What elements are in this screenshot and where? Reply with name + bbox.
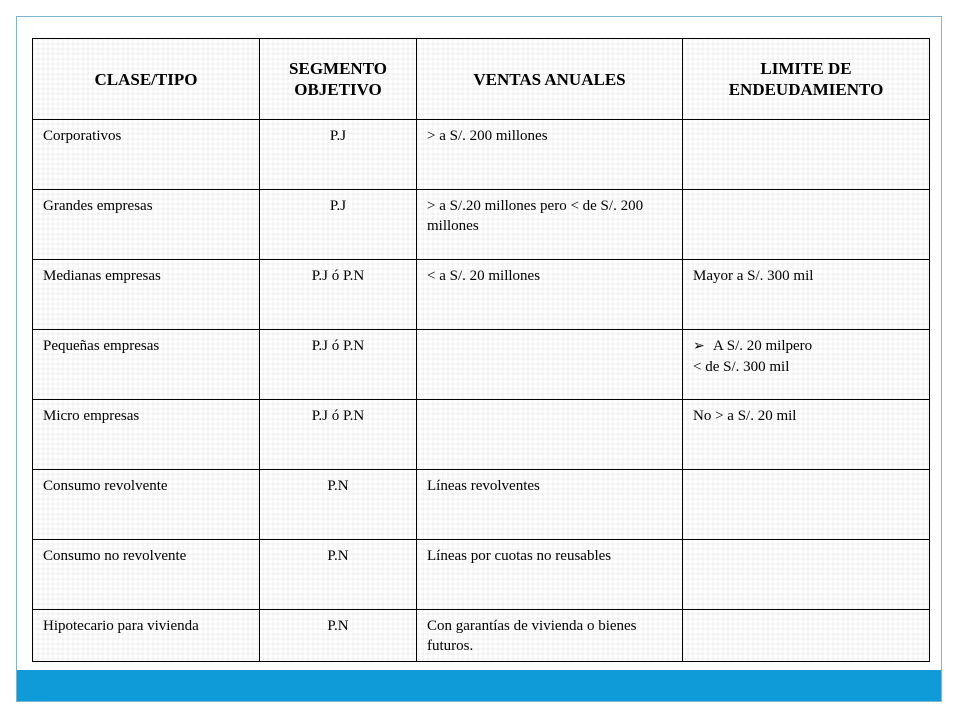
limite-bullet-line [693, 336, 919, 357]
cell-segmento: P.J ó P.N [260, 330, 417, 400]
bottom-accent-bar [17, 670, 941, 701]
cell-clase: Consumo revolvente [33, 470, 260, 540]
cell-segmento: P.J ó P.N [260, 400, 417, 470]
cell-segmento: P.N [260, 540, 417, 610]
cell-clase: Corporativos [33, 120, 260, 190]
header-ventas-anuales: VENTAS ANUALES [417, 39, 683, 120]
cell-limite: No > a S/. 20 mil [683, 400, 930, 470]
cell-clase: Hipotecario para vivienda [33, 610, 260, 662]
cell-segmento: P.J ó P.N [260, 260, 417, 330]
cell-clase: Consumo no revolvente [33, 540, 260, 610]
cell-ventas: > a S/.20 millones pero < de S/. 200 millones [417, 190, 683, 260]
limite-line-1: A S/. 20 milpero [713, 338, 813, 354]
cell-limite [683, 470, 930, 540]
table-row [33, 400, 930, 470]
cell-ventas: Con garantías de vivienda o bienes futuros. [417, 610, 683, 662]
header-segmento-objetivo: SEGMENTO OBJETIVO [260, 39, 417, 120]
cell-ventas: < a S/. 20 millones [417, 260, 683, 330]
table-row [33, 540, 930, 610]
cell-segmento: P.N [260, 470, 417, 540]
table-row [33, 120, 930, 190]
arrow-bullet-icon: ➢ [693, 339, 705, 354]
cell-clase: Medianas empresas [33, 260, 260, 330]
cell-ventas: Líneas por cuotas no reusables [417, 540, 683, 610]
cell-segmento: P.N [260, 610, 417, 662]
cell-clase: Pequeñas empresas [33, 330, 260, 400]
cell-segmento: P.J [260, 120, 417, 190]
table-row [33, 190, 930, 260]
cell-clase: Grandes empresas [33, 190, 260, 260]
table-row [33, 610, 930, 662]
table-row [33, 260, 930, 330]
cell-clase: Micro empresas [33, 400, 260, 470]
cell-ventas [417, 400, 683, 470]
cell-ventas: > a S/. 200 millones [417, 120, 683, 190]
limite-line-2: < de S/. 300 mil [693, 359, 790, 375]
cell-limite [683, 120, 930, 190]
cell-limite: Mayor a S/. 300 mil [683, 260, 930, 330]
header-clase-tipo: CLASE/TIPO [33, 39, 260, 120]
header-limite-endeudamiento: LIMITE DE ENDEUDAMIENTO [683, 39, 930, 120]
cell-segmento: P.J [260, 190, 417, 260]
cell-limite [683, 610, 930, 662]
cell-limite [683, 540, 930, 610]
table-row [33, 330, 930, 400]
table-row [33, 470, 930, 540]
cell-limite [683, 190, 930, 260]
cell-ventas [417, 330, 683, 400]
table-header-row [33, 39, 930, 120]
credit-classification-table [32, 38, 930, 662]
cell-ventas: Líneas revolventes [417, 470, 683, 540]
cell-limite [683, 330, 930, 400]
